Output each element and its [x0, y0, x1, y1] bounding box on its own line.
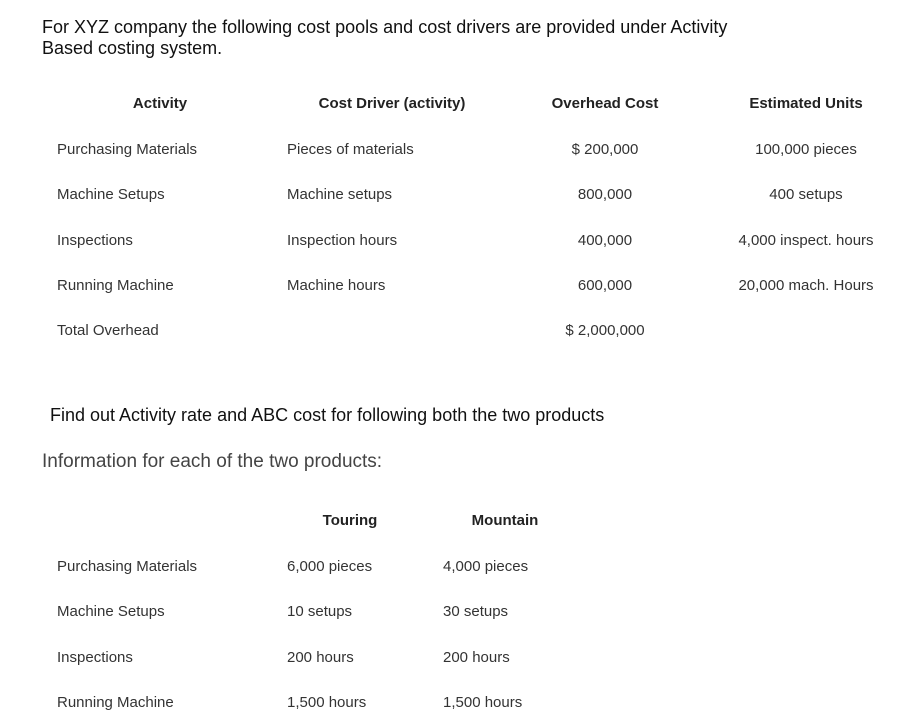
cost-row-overhead: 600,000 [577, 277, 633, 294]
header-touring: Touring [322, 512, 378, 529]
instruction-text: Find out Activity rate and ABC cost for following both the two products [50, 405, 605, 425]
cost-row-units: 20,000 mach. Hours [738, 277, 874, 294]
header-activity: Activity [132, 95, 188, 112]
product-row-mountain: 200 hours [443, 649, 510, 666]
intro-line-2: Based costing system. [42, 38, 223, 58]
product-row-touring: 6,000 pieces [287, 558, 373, 575]
product-row-mountain: 4,000 pieces [443, 558, 529, 575]
product-row-touring: 200 hours [287, 649, 354, 666]
cost-row-overhead: $ 200,000 [571, 141, 639, 158]
header-overhead-cost: Overhead Cost [551, 95, 659, 112]
product-row-activity: Inspections [57, 649, 133, 666]
header-estimated-units: Estimated Units [749, 95, 863, 112]
product-row-touring: 1,500 hours [287, 694, 367, 711]
section-heading: Information for each of the two products: [42, 451, 383, 472]
cost-row-activity: Inspections [57, 232, 133, 249]
cost-row-overhead: 800,000 [577, 186, 633, 203]
header-cost-driver: Cost Driver (activity) [318, 95, 466, 112]
intro-line-1: For XYZ company the following cost pools and cost drivers are provided under Activity [42, 17, 728, 37]
cost-row-overhead-total: $ 2,000,000 [565, 322, 645, 339]
cost-row-activity: Running Machine [57, 277, 174, 294]
cost-row-driver: Machine hours [287, 277, 386, 294]
cost-row-units: 100,000 pieces [755, 141, 857, 158]
cost-row-units: 4,000 inspect. hours [738, 232, 874, 249]
product-row-activity: Machine Setups [57, 603, 165, 620]
cost-row-activity: Purchasing Materials [57, 141, 198, 158]
product-row-touring: 10 setups [287, 603, 353, 620]
product-row-mountain: 1,500 hours [443, 694, 523, 711]
cost-row-activity-total: Total Overhead [57, 322, 159, 339]
product-row-mountain: 30 setups [443, 603, 509, 620]
cost-row-driver: Pieces of materials [287, 141, 414, 158]
cost-row-driver: Machine setups [287, 186, 393, 203]
header-mountain: Mountain [471, 512, 539, 529]
cost-row-activity: Machine Setups [57, 186, 165, 203]
product-row-activity: Running Machine [57, 694, 174, 711]
cost-row-driver: Inspection hours [287, 232, 398, 249]
product-row-activity: Purchasing Materials [57, 558, 198, 575]
intro-paragraph [42, 17, 727, 59]
cost-row-units: 400 setups [769, 186, 843, 203]
cost-row-overhead: 400,000 [577, 232, 633, 249]
